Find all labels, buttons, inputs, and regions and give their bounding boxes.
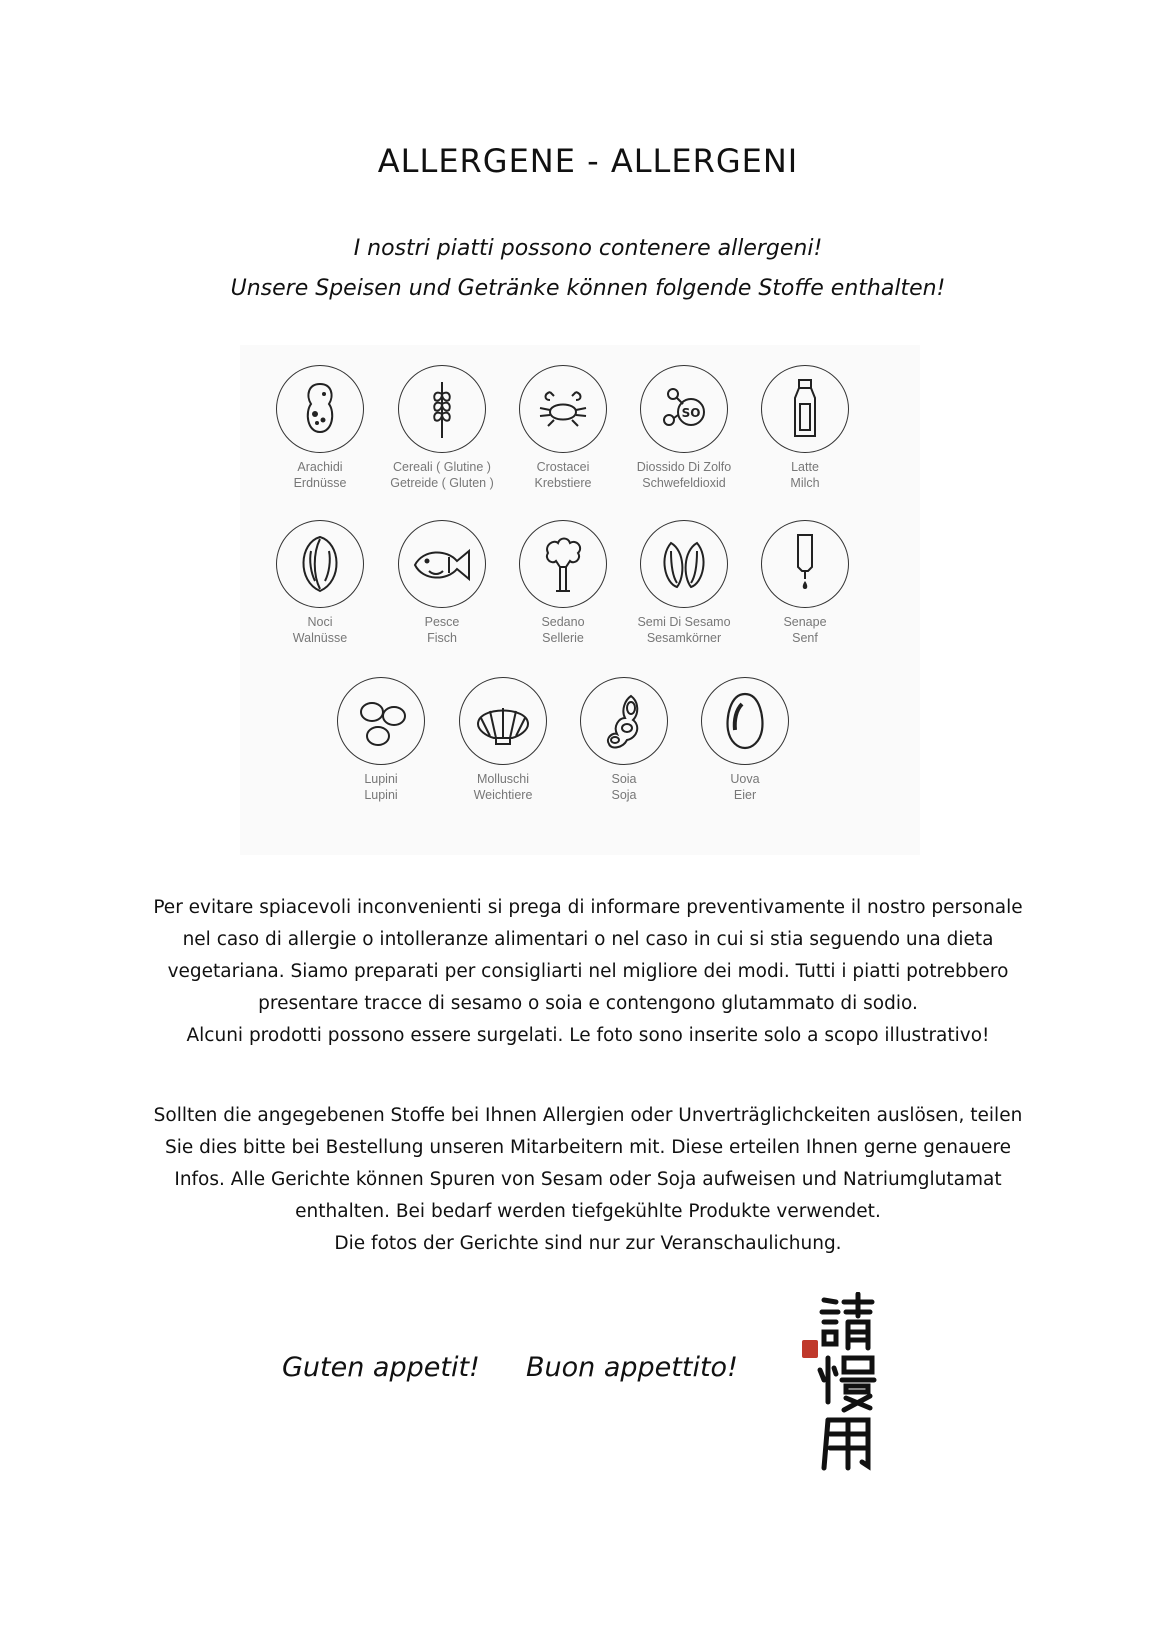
walnut-icon (276, 520, 364, 608)
sesame-seeds-icon (640, 520, 728, 608)
allergen-label-it: Molluschi (476, 772, 530, 786)
allergen-molluschi (433, 677, 573, 803)
fish-icon (398, 520, 486, 608)
allergen-pesce (372, 520, 512, 646)
allergen-label-de: Lupini (364, 788, 398, 802)
allergen-label-it: Cereali ( Glutine ) (393, 460, 491, 474)
allergen-label-de: Eier (733, 788, 757, 802)
milk-bottle-icon (761, 365, 849, 453)
allergen-label-de: Weichtiere (473, 788, 533, 802)
allergen-label-it: Sedano (541, 615, 585, 629)
allergen-label-de: Senf (792, 631, 818, 645)
celery-icon (519, 520, 607, 608)
allergen-label-de: Krebstiere (534, 476, 592, 490)
allergen-label-it: Crostacei (536, 460, 590, 474)
allergen-label-it: Arachidi (297, 460, 343, 474)
allergen-uova (675, 677, 815, 803)
info-german-line: Die fotos der Gerichte sind nur zur Veranschaulichung. (334, 1233, 842, 1254)
allergen-label-de: Walnüsse (292, 631, 348, 645)
allergen-label-de: Erdnüsse (293, 476, 347, 490)
red-stamp-icon (802, 1340, 818, 1358)
allergen-label-de: Schwefeldioxid (642, 476, 726, 490)
allergen-senape (735, 520, 875, 646)
soy-pod-icon (580, 677, 668, 765)
shell-icon (459, 677, 547, 765)
peanut-icon (276, 365, 364, 453)
allergen-label-de: Getreide ( Gluten ) (390, 476, 494, 490)
allergen-label-de: Milch (790, 476, 820, 490)
closing-italian: Buon appettito! (526, 1352, 738, 1383)
allergen-label-it: Senape (783, 615, 827, 629)
allergen-cereali (372, 365, 512, 491)
lupin-icon (337, 677, 425, 765)
egg-icon (701, 677, 789, 765)
crab-icon (519, 365, 607, 453)
allergen-grid (240, 345, 920, 855)
subtitle-german: Unsere Speisen und Getränke können folgende Stoffe enthalten! (230, 276, 946, 301)
allergen-label-it: Uova (730, 772, 760, 786)
info-italian-line: nel caso di allergie o intolleranze alimentari o nel caso in cui si stia seguendo una dieta (182, 929, 994, 950)
so2-molecule-icon (640, 365, 728, 453)
info-german-line: Sie dies bitte bei Bestellung unseren Mitarbeitern mit. Diese erteilen Ihnen gerne genauere (164, 1137, 1012, 1158)
allergen-label-it: Semi Di Sesamo (637, 615, 731, 629)
allergen-soia (554, 677, 694, 803)
info-italian-line: Alcuni prodotti possono essere surgelati. Le foto sono inserite solo a scopo illustrativo! (186, 1025, 990, 1046)
calligraphy-seal (802, 1292, 882, 1472)
allergen-arachidi (250, 365, 390, 491)
allergen-label-de: Sellerie (542, 631, 584, 645)
info-german (80, 1100, 1096, 1260)
info-german-line: Sollten die angegebenen Stoffe bei Ihnen Allergien oder Unverträglichckeiten auslösen, teilen (153, 1105, 1023, 1126)
mustard-icon (761, 520, 849, 608)
allergen-crostacei (493, 365, 633, 491)
info-italian-line: vegetariana. Siamo preparati per consigliarti nel migliore dei modi. Tutti i piatti potrebbero (167, 961, 1009, 982)
allergen-label-de: Fisch (427, 631, 457, 645)
allergen-latte (735, 365, 875, 491)
allergen-diossido (614, 365, 754, 491)
info-italian (80, 892, 1096, 1052)
allergen-label-de: Sesamkörner (646, 631, 722, 645)
info-german-line: enthalten. Bei bedarf werden tiefgekühlte Produkte verwendet. (295, 1201, 881, 1222)
allergen-label-it: Noci (307, 615, 333, 629)
page-title: ALLERGENE - ALLERGENI (377, 142, 799, 180)
allergen-label-de: Soja (611, 788, 637, 802)
svg-text:SO: SO (681, 406, 701, 420)
allergen-label-it: Diossido Di Zolfo (636, 460, 732, 474)
allergen-sesamo (614, 520, 754, 646)
allergen-label-it: Pesce (424, 615, 460, 629)
allergen-label-it: Soia (611, 772, 637, 786)
closing-german: Guten appetit! (282, 1352, 480, 1383)
allergen-lupini (311, 677, 451, 803)
allergen-label-it: Lupini (364, 772, 398, 786)
allergen-noci (250, 520, 390, 646)
info-german-line: Infos. Alle Gerichte können Spuren von Sesam oder Soja aufweisen und Natriumglutamat (174, 1169, 1002, 1190)
subtitle-italian: I nostri piatti possono contenere allergeni! (353, 236, 823, 261)
info-italian-line: presentare tracce di sesamo o soia e contengono glutammato di sodio. (258, 993, 918, 1014)
allergen-label-it: Latte (791, 460, 819, 474)
wheat-icon (398, 365, 486, 453)
info-italian-line: Per evitare spiacevoli inconvenienti si prega di informare preventivamente il nostro personale (153, 897, 1023, 918)
allergen-sedano (493, 520, 633, 646)
